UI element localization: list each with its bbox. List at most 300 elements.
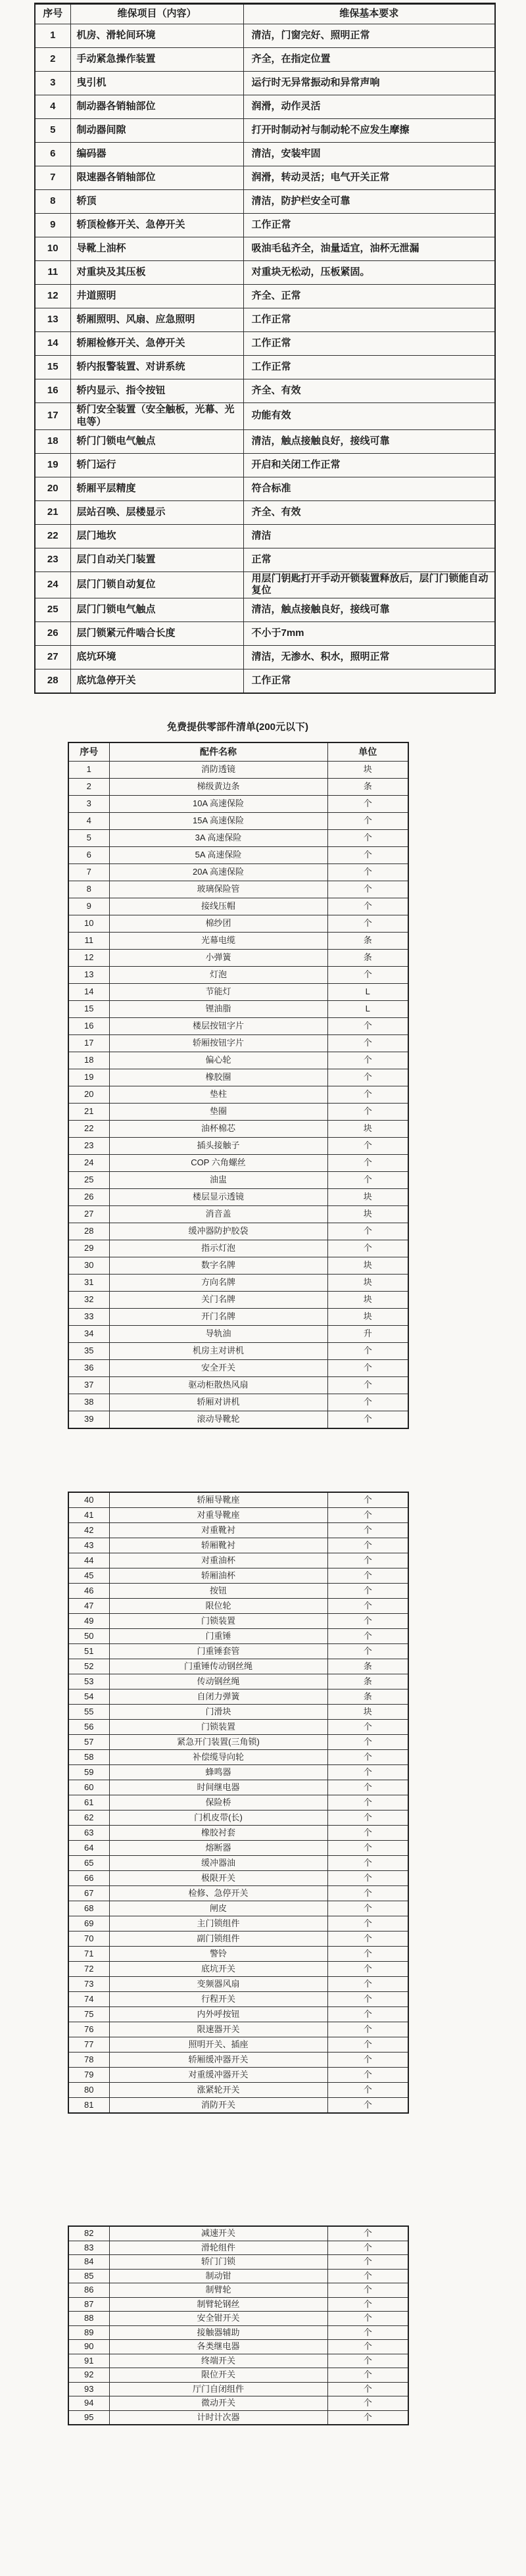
cell-name: 偏心轮 <box>109 1052 327 1069</box>
cell-unit: 个 <box>327 1411 408 1429</box>
header-no: 序号 <box>68 742 109 762</box>
cell-no: 58 <box>68 1750 109 1765</box>
parts-table-section-2 <box>68 1492 409 2114</box>
cell-name: 轿厢导靴座 <box>109 1492 327 1508</box>
table-row <box>68 796 408 813</box>
cell-req: 清洁，安装牢固 <box>243 143 495 166</box>
cell-no: 8 <box>35 190 70 214</box>
cell-name: 光幕电缆 <box>109 933 327 950</box>
cell-no: 55 <box>68 1705 109 1720</box>
cell-no: 13 <box>68 967 109 984</box>
cell-item: 手动紧急操作装置 <box>70 48 243 72</box>
cell-no: 25 <box>35 598 70 622</box>
cell-item: 轿顶检修开关、急停开关 <box>70 214 243 237</box>
cell-unit: 个 <box>327 1018 408 1035</box>
table-row <box>35 143 495 166</box>
cell-req: 吸油毛毡齐全，油量适宜，油杯无泄漏 <box>243 237 495 261</box>
cell-name: 对重缓冲器开关 <box>109 2068 327 2083</box>
cell-item: 层站召唤、层楼显示 <box>70 500 243 524</box>
cell-unit: 个 <box>327 1780 408 1795</box>
cell-req: 功能有效 <box>243 403 495 430</box>
table-row <box>68 1720 408 1735</box>
cell-unit: 个 <box>327 1720 408 1735</box>
cell-no: 12 <box>35 285 70 308</box>
table-row <box>68 1343 408 1360</box>
table-row <box>68 2396 408 2411</box>
cell-name: 消防透镜 <box>109 762 327 779</box>
cell-no: 85 <box>68 2269 109 2283</box>
cell-unit: 个 <box>327 1104 408 1121</box>
cell-unit: 个 <box>327 967 408 984</box>
cell-req: 运行时无异常振动和异常声响 <box>243 72 495 95</box>
table-row <box>68 1795 408 1810</box>
cell-unit: 块 <box>327 762 408 779</box>
cell-no: 34 <box>68 1326 109 1343</box>
cell-item: 轿厢检修开关、急停开关 <box>70 332 243 356</box>
table-row <box>68 1523 408 1538</box>
cell-no: 87 <box>68 2297 109 2312</box>
cell-no: 38 <box>68 1394 109 1411</box>
cell-req: 清洁，门窗完好、照明正常 <box>243 24 495 48</box>
cell-no: 9 <box>68 898 109 915</box>
cell-unit: 个 <box>327 2255 408 2270</box>
cell-no: 3 <box>35 72 70 95</box>
table-row <box>68 1810 408 1826</box>
cell-name: 紧急开门装置(三角锁) <box>109 1735 327 1750</box>
cell-name: 轿厢按钮字片 <box>109 1035 327 1052</box>
cell-item: 曳引机 <box>70 72 243 95</box>
cell-no: 19 <box>68 1069 109 1086</box>
cell-no: 91 <box>68 2354 109 2368</box>
cell-item: 轿门运行 <box>70 453 243 477</box>
cell-name: 灯泡 <box>109 967 327 984</box>
table-row <box>35 598 495 622</box>
cell-no: 8 <box>68 881 109 898</box>
cell-name: 照明开关、插座 <box>109 2037 327 2053</box>
table-row <box>68 2354 408 2368</box>
cell-no: 10 <box>68 915 109 933</box>
cell-name: 油盅 <box>109 1172 327 1189</box>
cell-name: 行程开关 <box>109 1992 327 2007</box>
cell-unit: 个 <box>327 881 408 898</box>
cell-no: 82 <box>68 2226 109 2241</box>
cell-no: 65 <box>68 1856 109 1871</box>
cell-unit: 条 <box>327 779 408 796</box>
cell-no: 28 <box>68 1223 109 1240</box>
cell-no: 41 <box>68 1508 109 1523</box>
cell-name: 橡胶圈 <box>109 1069 327 1086</box>
table-row <box>68 933 408 950</box>
cell-name: 补偿缆导向轮 <box>109 1750 327 1765</box>
table-row <box>68 1309 408 1326</box>
cell-unit: 个 <box>327 2007 408 2022</box>
cell-no: 81 <box>68 2098 109 2114</box>
cell-no: 19 <box>35 453 70 477</box>
table-row <box>68 2312 408 2326</box>
cell-no: 15 <box>68 1001 109 1018</box>
cell-no: 69 <box>68 1916 109 1932</box>
table-row <box>68 1189 408 1206</box>
cell-name: 20A 高速保险 <box>109 864 327 881</box>
cell-item: 限速器各销轴部位 <box>70 166 243 190</box>
cell-unit: 升 <box>327 1326 408 1343</box>
cell-unit: 个 <box>327 2283 408 2298</box>
cell-unit: 个 <box>327 2312 408 2326</box>
table-row <box>35 24 495 48</box>
cell-no: 1 <box>35 24 70 48</box>
cell-unit: 个 <box>327 1223 408 1240</box>
table-row <box>35 190 495 214</box>
cell-no: 60 <box>68 1780 109 1795</box>
table-row <box>68 950 408 967</box>
cell-name: 油杯棉芯 <box>109 1121 327 1138</box>
cell-unit: 个 <box>327 1035 408 1052</box>
cell-unit: 个 <box>327 1538 408 1553</box>
cell-unit: 个 <box>327 1599 408 1614</box>
cell-no: 26 <box>68 1189 109 1206</box>
table-row <box>68 2269 408 2283</box>
cell-no: 23 <box>68 1138 109 1155</box>
cell-unit: 条 <box>327 933 408 950</box>
table-row <box>35 261 495 285</box>
cell-no: 27 <box>35 646 70 669</box>
cell-name: 主门锁组件 <box>109 1916 327 1932</box>
cell-no: 2 <box>68 779 109 796</box>
cell-name: 门滑块 <box>109 1705 327 1720</box>
header-name: 配件名称 <box>109 742 327 762</box>
cell-name: 门机皮带(长) <box>109 1810 327 1826</box>
cell-no: 35 <box>68 1343 109 1360</box>
cell-item: 制动器各销轴部位 <box>70 95 243 119</box>
cell-name: 缓冲器防护胶袋 <box>109 1223 327 1240</box>
cell-unit: L <box>327 984 408 1001</box>
cell-name: 轿厢油杯 <box>109 1568 327 1584</box>
cell-no: 5 <box>35 119 70 143</box>
cell-name: 检修、急停开关 <box>109 1886 327 1901</box>
cell-item: 轿内报警装置、对讲系统 <box>70 356 243 379</box>
cell-unit: 块 <box>327 1206 408 1223</box>
cell-req: 开启和关闭工作正常 <box>243 453 495 477</box>
table-row <box>68 1292 408 1309</box>
cell-no: 22 <box>35 524 70 548</box>
cell-name: 各类继电器 <box>109 2340 327 2354</box>
cell-item: 编码器 <box>70 143 243 166</box>
cell-name: 厅门自闭组件 <box>109 2382 327 2396</box>
cell-unit: 个 <box>327 1377 408 1394</box>
table-row <box>35 332 495 356</box>
cell-name: 滚动导靴轮 <box>109 1411 327 1429</box>
table-header-row <box>35 4 495 24</box>
cell-req: 齐全、有效 <box>243 379 495 403</box>
cell-item: 轿门门锁电气触点 <box>70 429 243 453</box>
table-row <box>68 2325 408 2340</box>
cell-name: 锂油脂 <box>109 1001 327 1018</box>
cell-unit: 个 <box>327 1553 408 1568</box>
cell-unit: 个 <box>327 813 408 830</box>
cell-no: 68 <box>68 1901 109 1916</box>
cell-req: 齐全，在指定位置 <box>243 48 495 72</box>
cell-no: 15 <box>35 356 70 379</box>
cell-name: 自闭力弹簧 <box>109 1689 327 1705</box>
cell-no: 11 <box>35 261 70 285</box>
cell-name: 数字名牌 <box>109 1257 327 1275</box>
table-row <box>68 2037 408 2053</box>
cell-no: 28 <box>35 669 70 694</box>
cell-name: 缓冲器油 <box>109 1856 327 1871</box>
cell-unit: 个 <box>327 2297 408 2312</box>
cell-unit: 个 <box>327 1886 408 1901</box>
table-row <box>35 285 495 308</box>
table-row <box>68 1916 408 1932</box>
cell-unit: 块 <box>327 1292 408 1309</box>
cell-no: 77 <box>68 2037 109 2053</box>
cell-unit: 个 <box>327 1810 408 1826</box>
cell-unit: 个 <box>327 1765 408 1780</box>
cell-no: 94 <box>68 2396 109 2411</box>
table-row <box>68 1275 408 1292</box>
table-row <box>35 622 495 646</box>
cell-name: 楼层按钮字片 <box>109 1018 327 1035</box>
cell-name: 底坑开关 <box>109 1962 327 1977</box>
cell-req: 工作正常 <box>243 308 495 332</box>
cell-req: 对重块无松动，压板紧固。 <box>243 261 495 285</box>
cell-name: 小弹簧 <box>109 950 327 967</box>
cell-req: 齐全、有效 <box>243 500 495 524</box>
cell-no: 53 <box>68 1674 109 1689</box>
cell-unit: 个 <box>327 2226 408 2241</box>
cell-unit: 个 <box>327 1492 408 1508</box>
cell-no: 78 <box>68 2053 109 2068</box>
cell-name: 门锁装置 <box>109 1720 327 1735</box>
cell-unit: 个 <box>327 1568 408 1584</box>
table-row <box>35 95 495 119</box>
cell-no: 6 <box>35 143 70 166</box>
cell-req: 工作正常 <box>243 356 495 379</box>
cell-item: 层门锁紧元件啮合长度 <box>70 622 243 646</box>
cell-name: 门重锤套管 <box>109 1644 327 1659</box>
cell-name: 垫柱 <box>109 1086 327 1104</box>
cell-no: 7 <box>35 166 70 190</box>
table-header-row <box>68 742 408 762</box>
table-row <box>68 1962 408 1977</box>
cell-name: 垫圈 <box>109 1104 327 1121</box>
cell-name: 3A 高速保险 <box>109 830 327 847</box>
table-row <box>68 1018 408 1035</box>
cell-unit: 个 <box>327 2098 408 2114</box>
table-row <box>68 1155 408 1172</box>
cell-unit: 个 <box>327 2037 408 2053</box>
table-row <box>68 2410 408 2425</box>
cell-unit: 个 <box>327 1155 408 1172</box>
cell-name: 指示灯泡 <box>109 1240 327 1257</box>
cell-unit: 个 <box>327 864 408 881</box>
cell-unit: 个 <box>327 1052 408 1069</box>
cell-unit: 个 <box>327 796 408 813</box>
cell-req: 正常 <box>243 548 495 571</box>
cell-name: 方向名牌 <box>109 1275 327 1292</box>
cell-no: 44 <box>68 1553 109 1568</box>
cell-unit: 个 <box>327 2053 408 2068</box>
cell-name: 接线压帽 <box>109 898 327 915</box>
cell-name: 按钮 <box>109 1584 327 1599</box>
maintenance-table <box>34 3 496 694</box>
cell-no: 47 <box>68 1599 109 1614</box>
cell-no: 25 <box>68 1172 109 1189</box>
cell-no: 16 <box>68 1018 109 1035</box>
cell-name: 警铃 <box>109 1947 327 1962</box>
table-row <box>35 379 495 403</box>
cell-no: 17 <box>68 1035 109 1052</box>
table-row <box>68 1584 408 1599</box>
table-row <box>68 1750 408 1765</box>
cell-no: 86 <box>68 2283 109 2298</box>
cell-no: 43 <box>68 1538 109 1553</box>
table-row <box>35 119 495 143</box>
cell-req: 用层门钥匙打开手动开锁装置释放后，层门门锁能自动复位 <box>243 571 495 598</box>
table-row <box>68 1674 408 1689</box>
cell-unit: 条 <box>327 950 408 967</box>
cell-no: 21 <box>68 1104 109 1121</box>
table-row <box>68 1932 408 1947</box>
cell-name: 轿厢对讲机 <box>109 1394 327 1411</box>
cell-item: 轿厢平层精度 <box>70 477 243 500</box>
cell-name: 时间继电器 <box>109 1780 327 1795</box>
cell-no: 74 <box>68 1992 109 2007</box>
table-row <box>68 1841 408 1856</box>
cell-unit: 个 <box>327 2340 408 2354</box>
table-row <box>68 1223 408 1240</box>
cell-name: COP 六角螺丝 <box>109 1155 327 1172</box>
table-row <box>68 847 408 864</box>
cell-name: 门重锤传动钢丝绳 <box>109 1659 327 1674</box>
cell-no: 30 <box>68 1257 109 1275</box>
table-row <box>68 1394 408 1411</box>
cell-unit: 个 <box>327 1086 408 1104</box>
cell-unit: 条 <box>327 1674 408 1689</box>
cell-name: 棉纱团 <box>109 915 327 933</box>
cell-unit: 个 <box>327 2022 408 2037</box>
table-row <box>35 48 495 72</box>
cell-name: 关门名牌 <box>109 1292 327 1309</box>
cell-unit: 个 <box>327 2269 408 2283</box>
table-row <box>68 2083 408 2098</box>
table-row <box>35 72 495 95</box>
cell-name: 梯级黄边条 <box>109 779 327 796</box>
cell-no: 6 <box>68 847 109 864</box>
cell-name: 橡胶衬套 <box>109 1826 327 1841</box>
cell-no: 90 <box>68 2340 109 2354</box>
cell-no: 63 <box>68 1826 109 1841</box>
cell-unit: 个 <box>327 1992 408 2007</box>
cell-name: 制臂轮 <box>109 2283 327 2298</box>
cell-no: 75 <box>68 2007 109 2022</box>
table-row <box>68 1326 408 1343</box>
cell-unit: 个 <box>327 2396 408 2411</box>
cell-no: 70 <box>68 1932 109 1947</box>
header-unit: 单位 <box>327 742 408 762</box>
cell-unit: 个 <box>327 1871 408 1886</box>
cell-req: 符合标准 <box>243 477 495 500</box>
cell-no: 79 <box>68 2068 109 2083</box>
table-row <box>35 524 495 548</box>
cell-unit: 个 <box>327 2241 408 2255</box>
table-row <box>68 1360 408 1377</box>
table-row <box>68 2283 408 2298</box>
cell-no: 93 <box>68 2382 109 2396</box>
cell-no: 3 <box>68 796 109 813</box>
table-row <box>35 356 495 379</box>
cell-unit: 个 <box>327 1508 408 1523</box>
cell-name: 闸皮 <box>109 1901 327 1916</box>
table-row <box>68 2098 408 2114</box>
cell-unit: 个 <box>327 1795 408 1810</box>
table-row <box>35 646 495 669</box>
cell-unit: 个 <box>327 2068 408 2083</box>
table-row <box>35 453 495 477</box>
cell-unit: 个 <box>327 2382 408 2396</box>
cell-no: 14 <box>35 332 70 356</box>
cell-name: 制臂轮钢丝 <box>109 2297 327 2312</box>
cell-item: 层门自动关门装置 <box>70 548 243 571</box>
cell-no: 26 <box>35 622 70 646</box>
cell-item: 轿门安全装置（安全触板，光幕、光电等） <box>70 403 243 430</box>
table-row <box>68 1871 408 1886</box>
cell-no: 50 <box>68 1629 109 1644</box>
table-row <box>68 1780 408 1795</box>
cell-name: 5A 高速保险 <box>109 847 327 864</box>
cell-item: 轿顶 <box>70 190 243 214</box>
cell-item: 轿厢照明、风扇、应急照明 <box>70 308 243 332</box>
table-row <box>35 166 495 190</box>
cell-unit: 个 <box>327 830 408 847</box>
cell-req: 工作正常 <box>243 214 495 237</box>
table-row <box>68 762 408 779</box>
table-row <box>68 1599 408 1614</box>
table-row <box>35 477 495 500</box>
cell-name: 安全开关 <box>109 1360 327 1377</box>
cell-unit: 个 <box>327 1614 408 1629</box>
cell-no: 52 <box>68 1659 109 1674</box>
cell-no: 71 <box>68 1947 109 1962</box>
table-row <box>68 881 408 898</box>
table-row <box>68 1052 408 1069</box>
table-row <box>68 1901 408 1916</box>
table-row <box>68 813 408 830</box>
cell-unit: 个 <box>327 1394 408 1411</box>
cell-unit: 个 <box>327 1240 408 1257</box>
cell-req: 齐全、正常 <box>243 285 495 308</box>
cell-name: 计时计次器 <box>109 2410 327 2425</box>
cell-no: 56 <box>68 1720 109 1735</box>
cell-name: 门锁装置 <box>109 1614 327 1629</box>
cell-item: 井道照明 <box>70 285 243 308</box>
cell-name: 插头接触子 <box>109 1138 327 1155</box>
cell-name: 内外呼按钮 <box>109 2007 327 2022</box>
table-row <box>35 429 495 453</box>
cell-name: 接触器辅助 <box>109 2325 327 2340</box>
cell-no: 16 <box>35 379 70 403</box>
cell-req: 润滑，动作灵活 <box>243 95 495 119</box>
table-row <box>68 1629 408 1644</box>
table-row <box>35 403 495 430</box>
cell-unit: 块 <box>327 1121 408 1138</box>
cell-unit: 块 <box>327 1309 408 1326</box>
cell-no: 64 <box>68 1841 109 1856</box>
cell-name: 熔断器 <box>109 1841 327 1856</box>
cell-no: 24 <box>35 571 70 598</box>
cell-req: 清洁，触点接触良好，接线可靠 <box>243 598 495 622</box>
cell-unit: L <box>327 1001 408 1018</box>
